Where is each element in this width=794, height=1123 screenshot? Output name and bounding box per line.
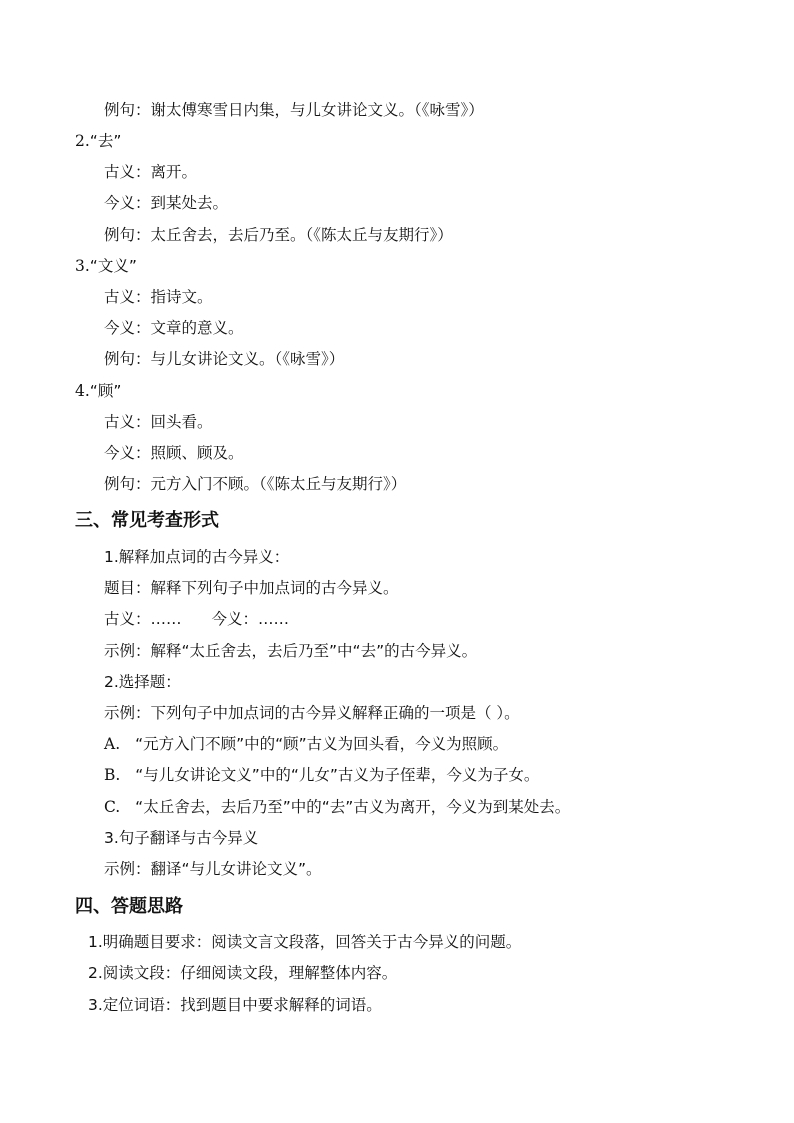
- option-label: B.: [104, 766, 121, 784]
- entry-number: 2.: [75, 132, 90, 150]
- approach-step: 2.阅读文段：仔细阅读文段，理解整体内容。: [88, 964, 398, 982]
- option-text: “元方入门不顾”中的“顾”古义为回头看，今义为照顾。: [135, 735, 509, 753]
- item-title: 2.选择题：: [104, 673, 181, 691]
- entry-heading-qu: [75, 130, 121, 152]
- option-text: “太丘舍去，去后乃至”中的“去”古义为离开，今义为到某处去。: [135, 798, 571, 816]
- item-example: 示例：下列句子中加点词的古今异义解释正确的一项是（ ）。: [104, 704, 520, 722]
- entry-number: 4.: [75, 382, 90, 400]
- approach-step: 1.明确题目要求：阅读文言文段落，回答关于古今异义的问题。: [88, 933, 522, 951]
- example-line-wenxue: 例句：谢太傅寒雪日内集，与儿女讲论文义。（《咏雪》）: [104, 101, 484, 119]
- option-text: “与儿女讲论文义”中的“儿女”古义为子侄辈，今义为子女。: [135, 766, 540, 784]
- example-sentence: 例句：太丘舍去，去后乃至。（《陈太丘与友期行》）: [104, 226, 453, 244]
- ancient-meaning: 古义：回头看。: [104, 413, 213, 431]
- entry-heading-gu: [75, 380, 121, 402]
- choice-option-c: [104, 796, 570, 818]
- ancient-placeholder: 古义：……: [104, 610, 182, 628]
- modern-meaning: 今义：到某处去。: [104, 194, 229, 212]
- item-title: 1.解释加点词的古今异义：: [104, 548, 290, 566]
- item-example: 示例：解释“太丘舍去，去后乃至”中“去”的古今异义。: [104, 642, 478, 660]
- ancient-meaning: 古义：离开。: [104, 163, 198, 181]
- answer-template: [104, 608, 289, 630]
- entry-word: “去”: [89, 132, 122, 150]
- example-sentence: 例句：与儿女讲论文义。（《咏雪》）: [104, 350, 345, 368]
- example-sentence: 例句：元方入门不顾。（《陈太丘与友期行》）: [104, 475, 407, 493]
- option-label: A.: [104, 735, 121, 753]
- modern-meaning: 今义：照顾、顾及。: [104, 444, 244, 462]
- entry-word: “顾”: [89, 382, 122, 400]
- entry-word: “文义”: [89, 257, 137, 275]
- item-question: 题目：解释下列句子中加点词的古今异义。: [104, 579, 399, 597]
- option-label: C.: [104, 798, 121, 816]
- section-heading-answer-approach: 四、答题思路: [75, 896, 183, 917]
- item-example: 示例：翻译“与儿女讲论文义”。: [104, 860, 322, 878]
- modern-meaning: 今义：文章的意义。: [104, 319, 244, 337]
- approach-step: 3.定位词语：找到题目中要求解释的词语。: [88, 996, 382, 1014]
- modern-placeholder: 今义：……: [211, 610, 290, 628]
- section-heading-exam-forms: 三、常见考查形式: [75, 510, 219, 531]
- ancient-meaning: 古义：指诗文。: [104, 288, 213, 306]
- entry-heading-wenyi: [75, 255, 137, 277]
- choice-option-a: [104, 733, 508, 755]
- choice-option-b: [104, 764, 539, 786]
- entry-number: 3.: [75, 257, 90, 275]
- item-title: 3.句子翻译与古今异义: [104, 829, 259, 847]
